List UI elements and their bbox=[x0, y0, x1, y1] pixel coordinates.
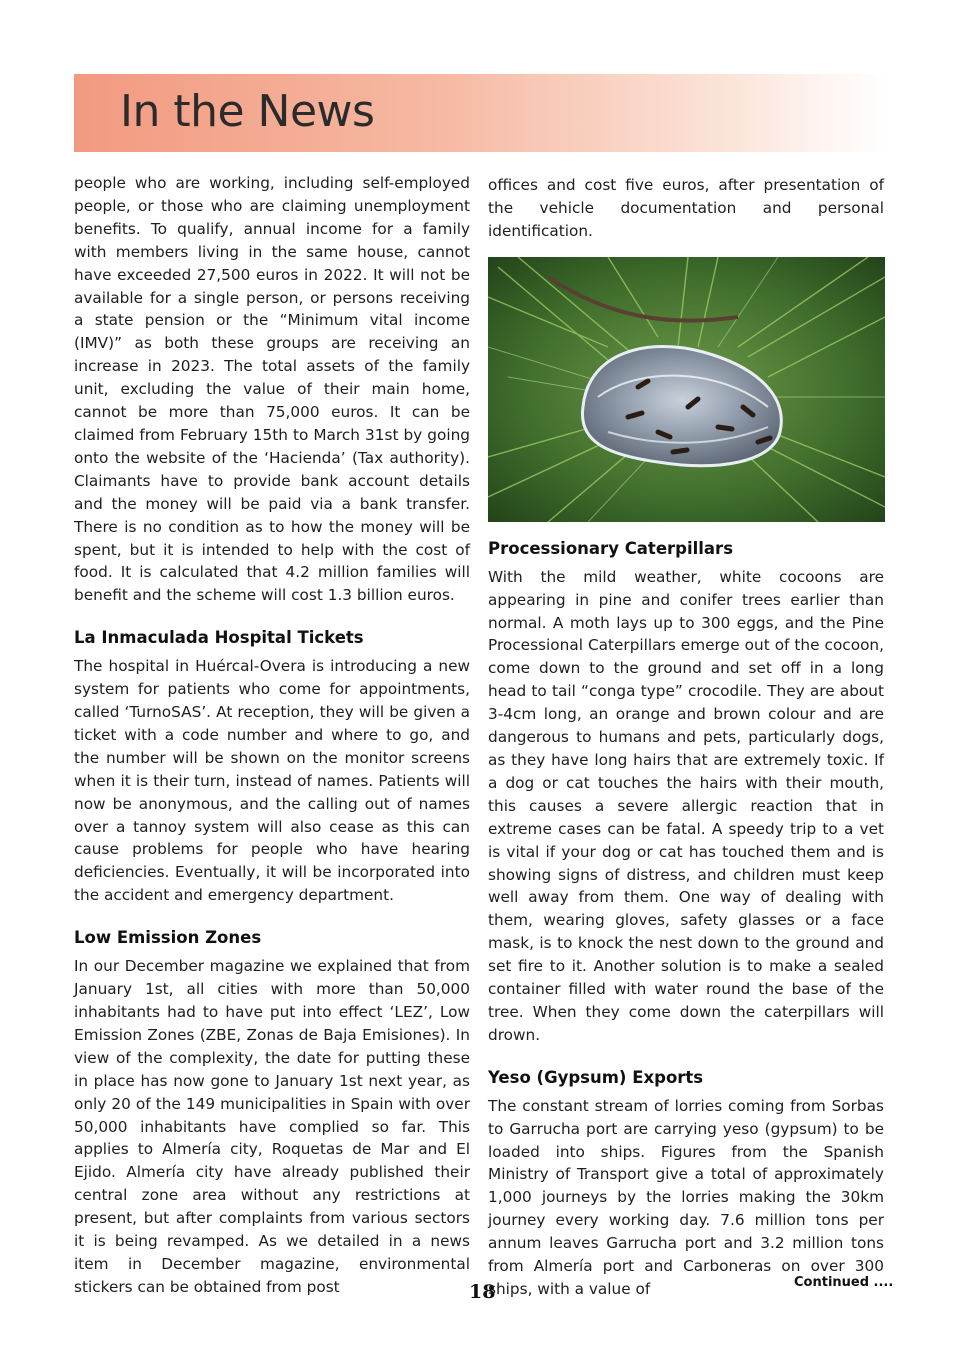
income-aid-article-text: people who are working, including self-employed people, or those who are claiming unemployment benefits. To qualify, annual income for a family with members living in the same house, cannot have exceeded 27,500 euros in 2022. It will not be available for a single person, or persons receiving a state pension or the “Minimum vital income (IMV)” as both these groups are receiving an increase in 2023. The total assets of the family unit, excluding the value of their main home, cannot be more than 75,000 euros. It can be claimed from February 15th to March 31st by going onto the website of the ‘Hacienda’ (Tax authority). Claimants have to provide bank account details and the money will be paid via a bank transfer. There is no condition as to how the money will be spent, but it is intended to help with the cost of food. It is calculated that 4.2 million families will benefit and the scheme will cost 1.3 billion euros. bbox=[74, 174, 470, 605]
caterpillar-article-text: With the mild weather, white cocoons are appearing in pine and conifer trees earlier than normal. A moth lays up to 300 eggs, and the Pine Processional Caterpillars emerge out of the cocoon, come down to the ground and set off in a long head to tail “conga type” crocodile. They are about 3-4cm long, an orange and brown colour and are dangerous to humans and pets, particularly dogs, as they have long hairs that are extremely toxic. If a dog or cat touches the hairs with their mouth, this causes a severe allergic reaction that in extreme cases can be fatal. A speedy trip to a vet is vital if your dog or cat has touched them and is showing signs of distress, and children must keep well away from them. One way of dealing with them, wearing gloves, safety glasses or a face mask, is to knock the nest down to the ground and set fire to it. Another solution is to make a sealed container filled with water round the base of the tree. When they come down the caterpillars will drown. bbox=[488, 567, 884, 1044]
section-banner bbox=[74, 74, 886, 152]
continued-note: Continued .... bbox=[794, 1275, 894, 1290]
yeso-article-text: The constant stream of lorries coming from Sorbas to Garrucha port are carrying yeso (gypsum) to be loaded into ships. Figures from the Spanish Ministry of Transport give a total of approximately 1,000 journeys by the lorries making the 30km journey every working day. 7.6 million tons per annum leaves Garrucha port and 3.2 million tons from Almería port and Carboneras on over 300 ships, with a value of bbox=[488, 1096, 884, 1298]
caterpillar-nest-photo bbox=[488, 257, 885, 522]
right-column bbox=[488, 174, 884, 1301]
hospital-article-text: The hospital in Huércal-Overa is introducing a new system for patients who come for appointments, called ‘TurnoSAS’. At reception, they will be given a ticket with a code number and where to go, and the number will be shown on the monitor screens when it is their turn, instead of names. Patients will now be anonymous, and the calling out of names over a tannoy system will also cease as this can cause problems for people who have hearing deficiencies. Eventually, it will be incorporated into the accident and emergency department. bbox=[74, 657, 470, 905]
caterpillar-heading: Processionary Caterpillars bbox=[488, 538, 734, 558]
yeso-heading: Yeso (Gypsum) Exports bbox=[488, 1067, 704, 1087]
low-emission-heading: Low Emission Zones bbox=[74, 928, 262, 948]
section-title: In the News bbox=[120, 86, 375, 137]
caterpillar-nest-illustration bbox=[488, 257, 885, 522]
hospital-heading: La Inmaculada Hospital Tickets bbox=[74, 628, 364, 648]
low-emission-continued-text: offices and cost five euros, after presentation of the vehicle documentation and personal identification. bbox=[488, 176, 884, 240]
page-number: 18 bbox=[469, 1281, 496, 1303]
low-emission-article-text: In our December magazine we explained that from January 1st, all cities with more than 50,000 inhabitants had to have put into effect ‘LEZ’, Low Emission Zones (ZBE, Zonas de Baja Emisiones). In view of the complexity, the date for putting these in place has now gone to January 1st next year, as only 20 of the 149 municipalities in Spain with over 50,000 inhabitants have complied so far. This applies to Almería city, Roquetas de Mar and El Ejido. Almería city have already published their central zone area without any restrictions at present, but after complaints from various sectors it is being revamped. As we detailed in a news item in December magazine, environmental stickers can be obtained from post bbox=[74, 957, 470, 1296]
left-column bbox=[74, 172, 470, 1299]
